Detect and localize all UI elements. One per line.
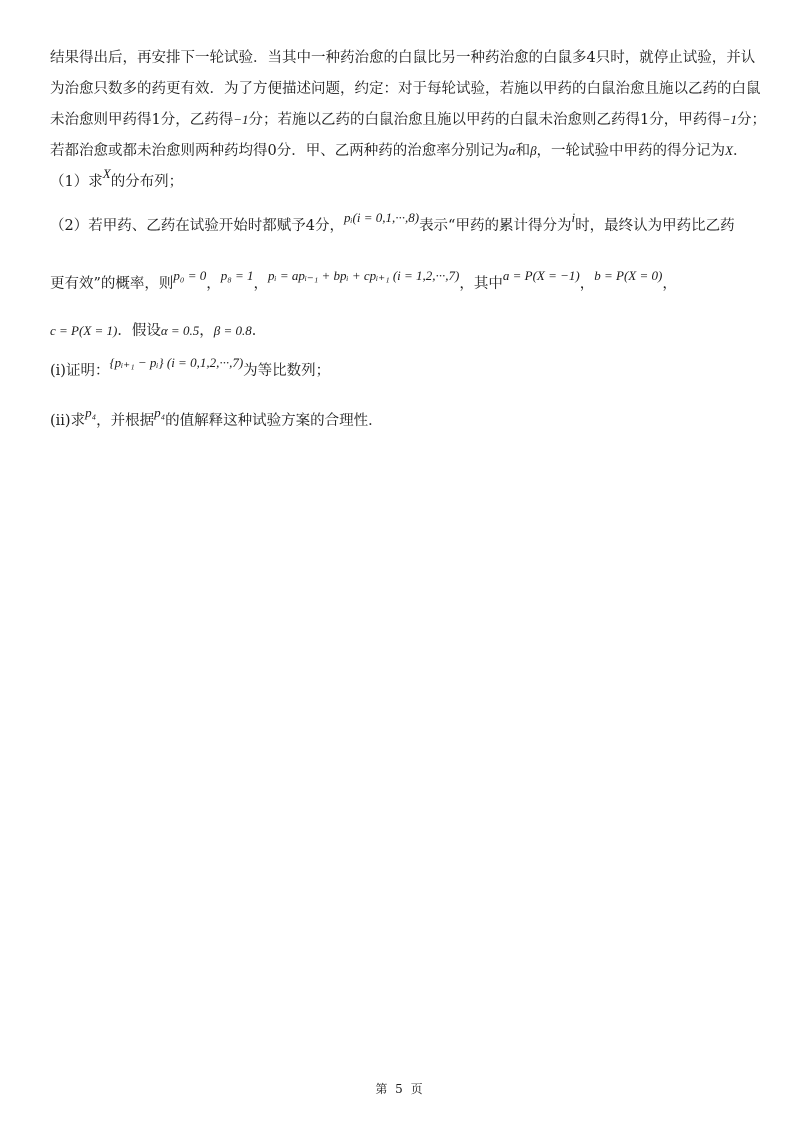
problem-text-line-2: 为治愈只数多的药更有效．为了方便描述问题，约定：对于每轮试验，若施以甲药的白鼠治愈且施以乙药的白鼠 [50,81,761,97]
text-segment: 的分布列； [110,174,184,190]
math-p0: p₀ = 0 [173,268,207,283]
math-recurrence: pᵢ = apᵢ₋₁ + bpᵢ + cpᵢ₊₁ (i = 1,2,···,7) [268,268,460,283]
problem-text-line-4 [50,141,760,161]
math-minus-one: −1 [721,112,738,127]
text-segment: 为等比数列； [243,363,331,379]
text-segment: ． [251,323,267,339]
text-segment: (i)证明： [50,363,110,379]
text-segment: 表示“甲药的累计得分为 [419,218,572,234]
math-b-def: b = P(X = 0) [594,268,663,283]
text-segment: 分；若施以乙药的白鼠治愈且施以甲药的白鼠未治愈则乙药得1分，甲药得 [248,112,722,128]
math-p-i-range: pᵢ(i = 0,1,···,8) [343,210,420,225]
math-p8: p₈ = 1 [220,268,254,283]
page-number: 第 5 页 [375,1082,425,1096]
text-segment: 未治愈则甲药得1分，乙药得 [50,112,234,128]
math-beta-value: β = 0.8 [213,323,252,338]
math-c-def: c = P(X = 1) [50,323,118,338]
text-segment: ，并根据 [96,413,155,429]
problem-text-line-3 [50,110,767,130]
text-segment: ．假设 [117,323,161,339]
math-beta: β [530,143,537,158]
math-minus-one: −1 [233,112,249,127]
text-segment: ， [662,276,677,292]
text-segment: （2）若甲药、乙药在试验开始时都赋予4分， [50,218,344,234]
text-segment: 分； [737,112,767,128]
text-segment: 若都治愈或都未治愈则两种药均得0分．甲、乙两种药的治愈率分别记为 [50,143,509,159]
text-segment: ， [206,276,221,292]
text-segment: ，其中 [459,276,503,292]
problem-text-line-1: 结果得出后，再安排下一轮试验．当其中一种药治愈的白鼠比另一种药治愈的白鼠多4只时，就停止试验，并认 [50,50,756,66]
text-segment: 的值解释这种试验方案的合理性． [165,413,383,429]
question-part-2-line-2 [50,268,760,294]
math-i: i [571,210,576,225]
text-segment: 时，最终认为甲药比乙药 [575,218,735,234]
math-sequence: {pᵢ₊₁ − pᵢ} (i = 0,1,2,···,7) [109,355,244,370]
math-alpha: α [508,143,516,158]
sub-question-ii [50,405,760,431]
text-segment: ， [579,276,595,292]
text-segment: （1）求 [50,174,103,190]
math-p4: p₄ [154,405,166,420]
text-segment: ，一轮试验中甲药的得分记为 [536,143,726,159]
question-part-2-line-1 [50,210,760,236]
text-segment: ， [199,323,214,339]
text-segment: 更有效”的概率，则 [50,276,174,292]
question-part-1 [50,166,760,192]
text-segment: 和 [515,143,531,159]
text-segment: (ii)求 [50,413,86,429]
math-alpha-value: α = 0.5 [160,323,200,338]
text-segment: ， [253,276,269,292]
sub-question-i [50,355,760,381]
math-p4: p₄ [85,405,97,420]
question-part-2-line-3 [50,321,760,341]
text-segment: ． [733,143,748,159]
math-x: X [102,166,111,181]
math-x: X [725,143,733,158]
math-a-def: a = P(X = −1) [502,268,580,283]
